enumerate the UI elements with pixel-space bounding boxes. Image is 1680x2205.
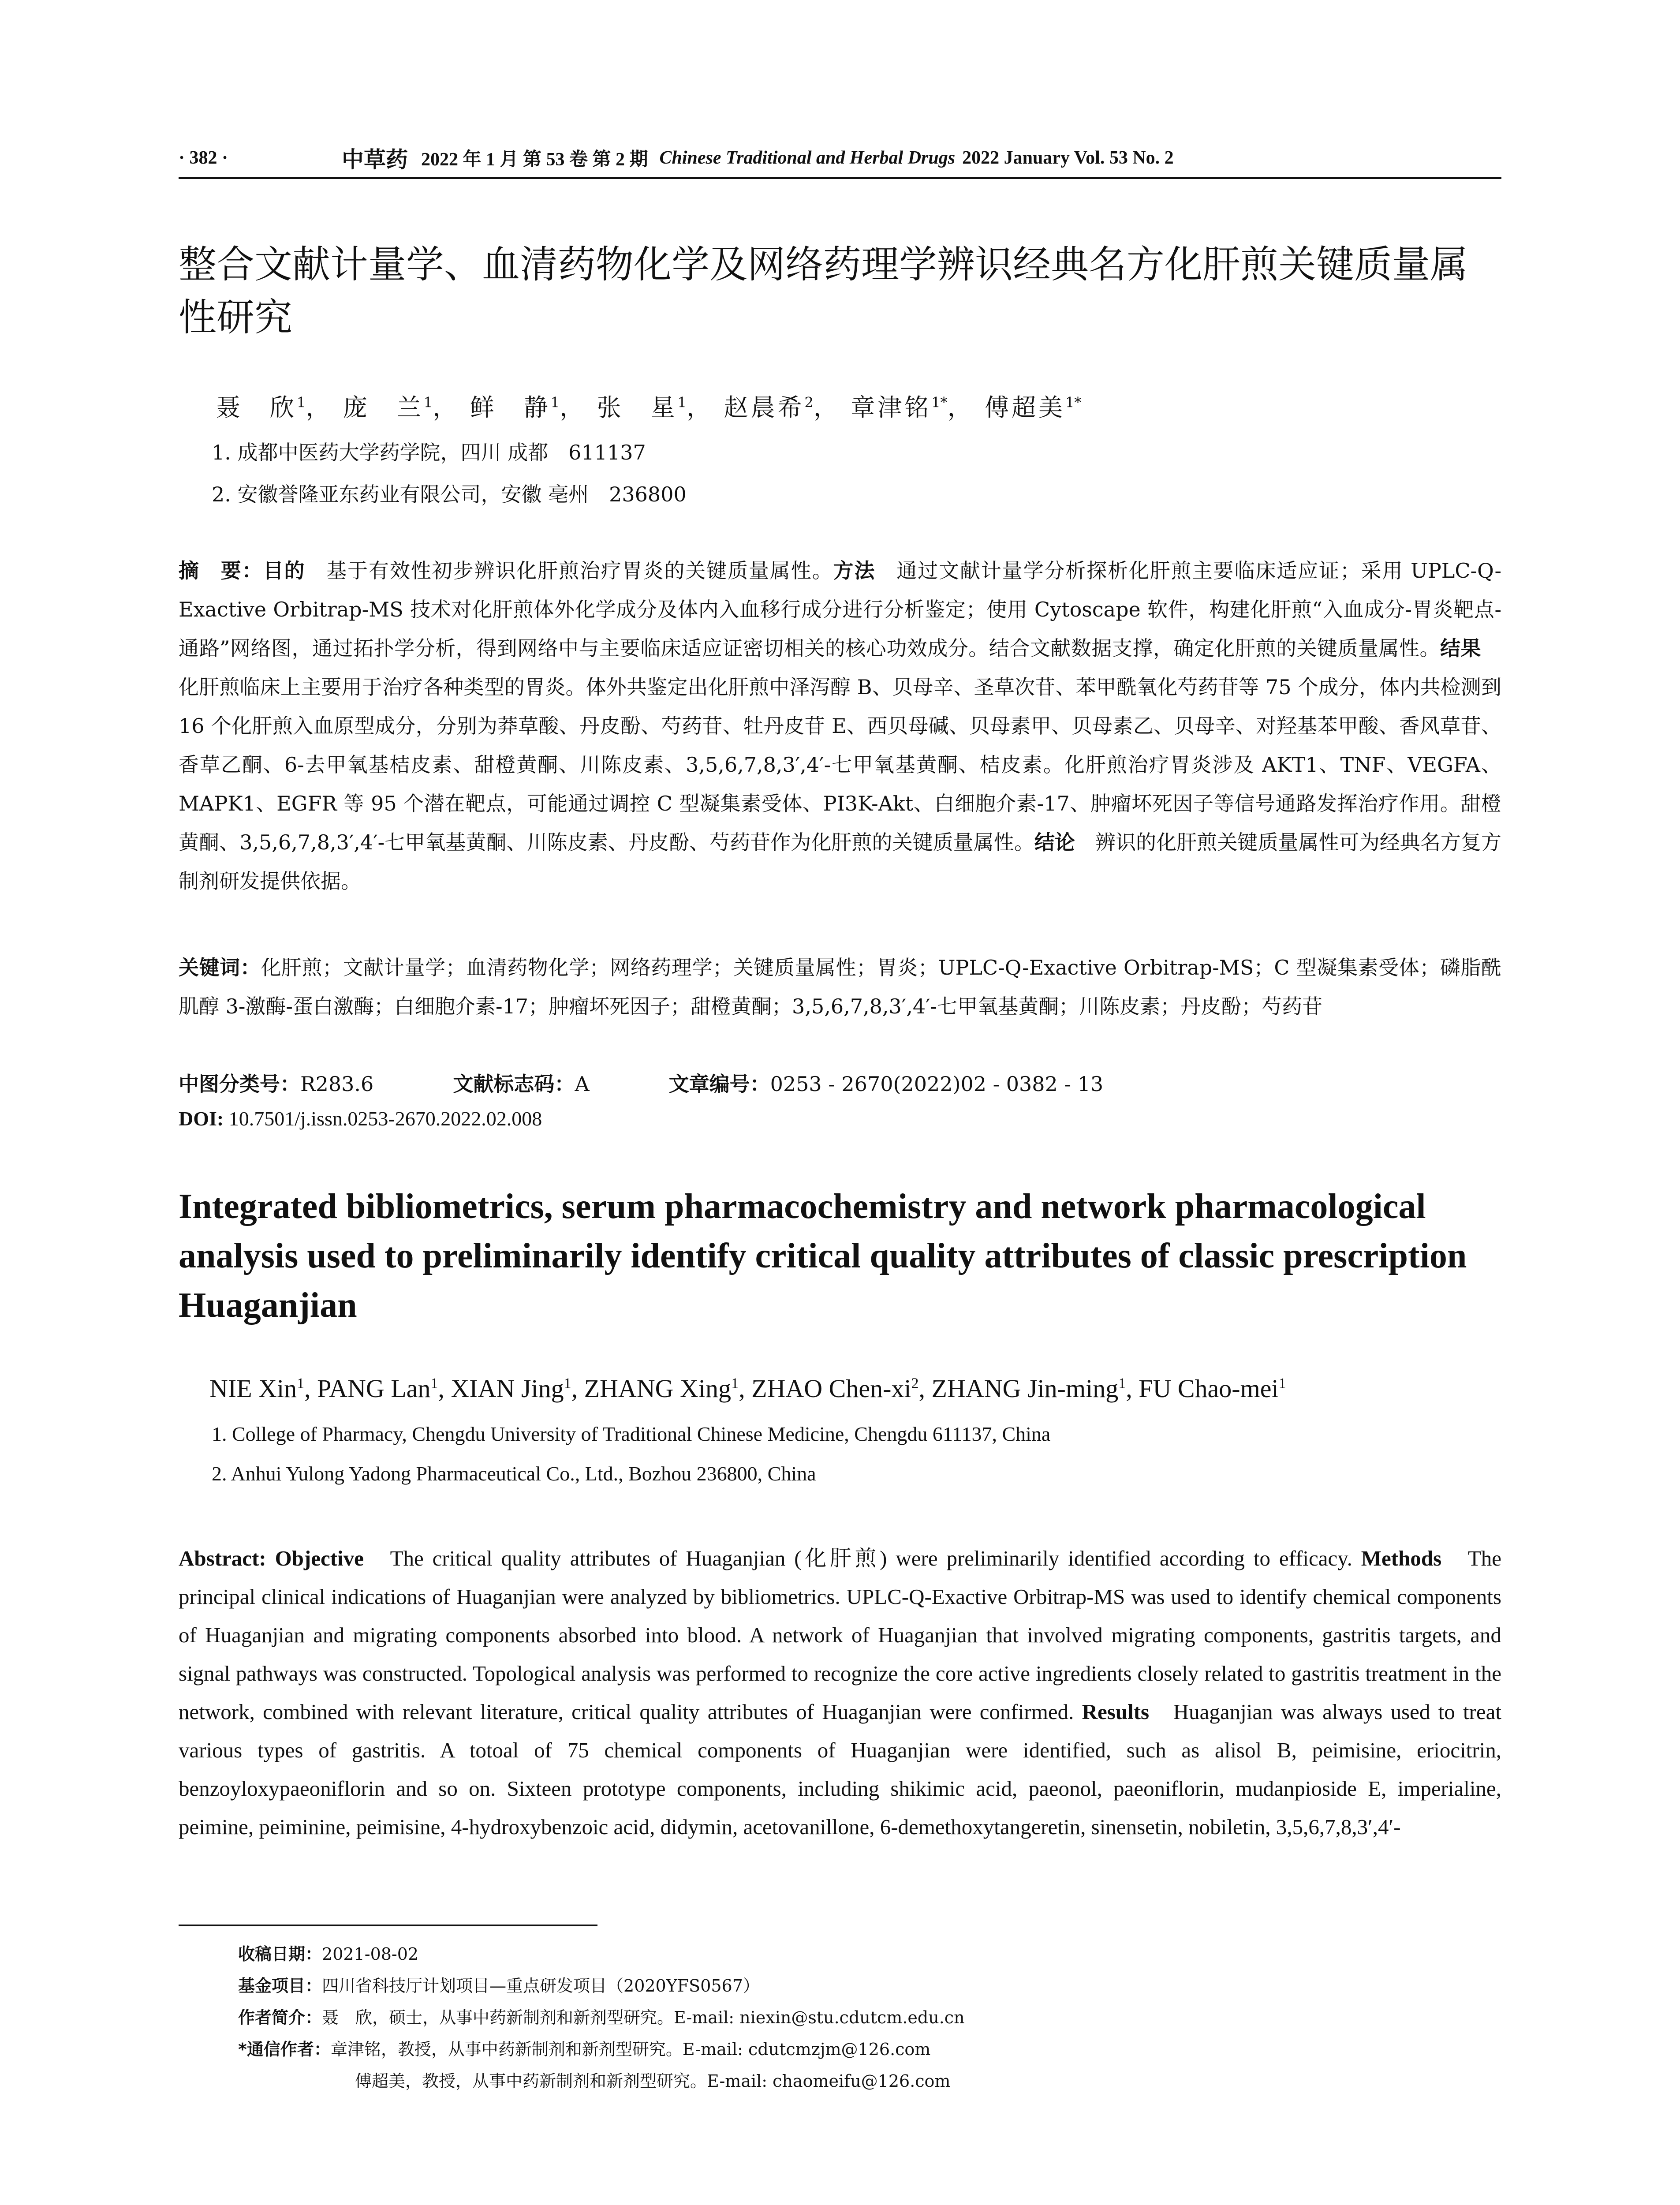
- author-sup: 2: [804, 394, 814, 411]
- page-number: · 382 ·: [179, 148, 228, 168]
- author-sup: 1: [297, 394, 306, 411]
- footnote-corr: [238, 2033, 965, 2065]
- affiliation-cn-2: 2. 安徽誉隆亚东药业有限公司，安徽 亳州 236800: [212, 482, 687, 506]
- footnote-rule: [179, 1925, 597, 1926]
- author-sup: 1: [677, 394, 687, 411]
- fund-label: 基金项目：: [238, 1976, 322, 1996]
- author-cn: 鲜 静: [470, 393, 551, 422]
- author-sup: 1: [430, 1375, 438, 1392]
- corr-text-1: 章津铭，教授，从事中药新制剂和新剂型研究。E-mail: cdutcmzjm@126.com: [330, 2040, 931, 2059]
- author-sup: 2: [911, 1375, 919, 1392]
- doi-line: [179, 1107, 542, 1130]
- author-cn: 章津铭: [851, 393, 932, 422]
- abstract-label-cn: 摘 要：: [179, 559, 263, 583]
- corr-label: *通信作者：: [238, 2040, 331, 2059]
- methods-label-cn: 方法: [833, 559, 876, 583]
- bio-text: 聂 欣，硕士，从事中药新制剂和新剂型研究。E-mail: niexin@stu.cdutcm.edu.cn: [322, 2008, 965, 2027]
- keywords-cn: [179, 948, 1501, 1026]
- conclusion-text-cn: 辨识的化肝煎关键质量属性可为经典名方复方制剂研发提供依据。: [179, 830, 1502, 893]
- author-sup: 1: [550, 394, 560, 411]
- author-en: XIAN Jing: [451, 1374, 564, 1403]
- author-en: ZHANG Xing: [584, 1374, 732, 1403]
- classification-line: [179, 1068, 1183, 1097]
- doi-value: 10.7501/j.issn.0253-2670.2022.02.008: [228, 1107, 542, 1130]
- author-cn: 庞 兰: [343, 393, 424, 422]
- author-cn: 张 星: [597, 393, 678, 422]
- clc-label: 中图分类号：: [179, 1072, 300, 1096]
- results-label-en: Results: [1082, 1700, 1150, 1724]
- results-text-cn: 化肝煎临床上主要用于治疗各种类型的胃炎。体外共鉴定出化肝煎中泽泻醇 B、贝母辛、圣草次苷、苯甲酰氧化芍药苷等 75 个成分，体内共检测到 16 个化肝煎入血原型成分，分别为莽草酸、丹皮酚、芍药苷、牡丹皮苷 E、西贝母碱、贝母素甲、贝母素乙、贝母辛、对羟基苯甲酸、香风草苷、香草乙酮、6-去甲氧基桔皮素、甜橙黄酮、川陈皮素、3,5,6,7,8,3′,4′-七甲氧基黄酮、桔皮素。化肝煎治疗胃炎涉及 AKT1、TNF、VEGFA、MAPK1、EGFR 等 95 个潜在靶点，可能通过调控 C 型凝集素受体、PI3K-Akt、白细胞介素-17、肿瘤坏死因子等信号通路发挥治疗作用。甜橙黄酮、3,5,6,7,8,3′,4′-七甲氧基黄酮、川陈皮素、丹皮酚、芍药苷作为化肝煎的关键质量属性。: [179, 675, 1501, 854]
- article-number-label: 文章编号：: [668, 1072, 770, 1096]
- author-en: PANG Lan: [317, 1374, 431, 1403]
- author-cn: 傅超美: [985, 393, 1066, 422]
- article-title-cn: 整合文献计量学、血清药物化学及网络药理学辨识经典名方化肝煎关键质量属性研究: [179, 243, 1468, 340]
- footnote-corr-2: [238, 2065, 965, 2097]
- issue-info-en: 2022 January Vol. 53 No. 2: [962, 148, 1174, 168]
- doc-code-value: A: [575, 1072, 590, 1096]
- abstract-en: [179, 1539, 1501, 1846]
- author-sup: 1: [1278, 1375, 1286, 1392]
- conclusion-label-cn: 结论: [1034, 830, 1075, 854]
- author-sup: 1: [423, 394, 433, 411]
- received-label: 收稿日期：: [238, 1944, 322, 1964]
- objective-text-en: The critical quality attributes of Huaganjian (化肝煎) were preliminarily identified according to efficacy.: [390, 1546, 1352, 1570]
- author-sup: 1: [731, 1375, 739, 1392]
- keywords-text-cn: 化肝煎；文献计量学；血清药物化学；网络药理学；关键质量属性；胃炎；UPLC-Q-Exactive Orbitrap-MS；C 型凝集素受体；磷脂酰肌醇 3-激酶-蛋白激酶；白细胞介素-17；肿瘤坏死因子；甜橙黄酮；3,5,6,7,8,3′,4′-七甲氧基黄酮；川陈皮素；丹皮酚；芍药苷: [179, 956, 1501, 1018]
- author-sup: 1*: [931, 394, 948, 411]
- results-text-en: Huaganjian was always used to treat various types of gastritis. A totoal of 75 chemical components of Huaganjian were identified, such as alisol B, peimisine, eriocitrin, benzoyloxypaeoniflorin and so on. Sixteen prototype components, including shikimic acid, paeonol, paeoniflorin, mudanpioside E, imperialine, peimine, peiminine, peimisine, 4-hydroxybenzoic acid, didymin, acetovanillone, 6-demethoxytangeretin, sinensetin, nobiletin, 3,5,6,7,8,3′,4′-: [179, 1700, 1502, 1839]
- methods-label-en: Methods: [1361, 1546, 1442, 1570]
- footnote-bio: [238, 2002, 965, 2033]
- issue-info-cn: 2022 年 1 月 第 53 卷 第 2 期: [421, 149, 648, 170]
- footnote-fund: [238, 1970, 965, 2002]
- results-label-cn: 结果: [1440, 636, 1481, 660]
- journal-name-en: Chinese Traditional and Herbal Drugs: [659, 148, 956, 168]
- doi-label: DOI:: [179, 1107, 224, 1130]
- author-sup: 1: [297, 1375, 305, 1392]
- abstract-label-en: Abstract:: [179, 1546, 266, 1570]
- objective-label-en: Objective: [275, 1546, 364, 1570]
- abstract-cn: [179, 551, 1501, 901]
- bio-label: 作者简介：: [238, 2008, 322, 2027]
- running-header: [179, 140, 1501, 176]
- author-sup: 1: [1118, 1375, 1126, 1392]
- journal-name-cn: 中草药: [342, 146, 408, 172]
- methods-text-cn: 通过文献计量学分析探析化肝煎主要临床适应证；采用 UPLC-Q-Exactive Orbitrap-MS 技术对化肝煎体外化学成分及体内入血移行成分进行分析鉴定；使用 Cytoscape 软件，构建化肝煎“入血成分-胃炎靶点-通路”网络图，通过拓扑学分析，得到网络中与主要临床适应证密切相关的核心功效成分。结合文献数据支撑，确定化肝煎的关键质量属性。: [179, 559, 1502, 660]
- header-rule: [179, 177, 1501, 179]
- objective-text-cn: 基于有效性初步辨识化肝煎治疗胃炎的关键质量属性。: [325, 559, 833, 583]
- footnote-received: [238, 1938, 965, 1970]
- author-cn: 赵晨希: [724, 393, 805, 422]
- author-en: FU Chao-mei: [1139, 1374, 1279, 1403]
- author-en: NIE Xin: [209, 1374, 297, 1403]
- corr-text-2: 傅超美，教授，从事中药新制剂和新剂型研究。E-mail: chaomeifu@126.com: [355, 2071, 951, 2091]
- author-en: ZHANG Jin-ming: [931, 1374, 1119, 1403]
- article-title-en: Integrated bibliometrics, serum pharmacochemistry and network pharmacological analysis used to preliminarily identify critical quality attributes of classic prescription Huaganjian: [179, 1187, 1467, 1325]
- affiliation-cn-1: 1. 成都中医药大学药学院，四川 成都 611137: [212, 441, 646, 464]
- clc-value: R283.6: [300, 1072, 374, 1096]
- author-sup: 1: [564, 1375, 571, 1392]
- footnotes: [238, 1938, 965, 2097]
- received-date: 2021-08-02: [322, 1944, 419, 1964]
- author-list-cn: 聂 欣$^1$， 庞 兰$^1$， 鲜 静$^1$， 张 星$^1$， 赵晨希$^2$， 章津铭$^{1*}$， 傅超美$^{1*}$: [216, 393, 1082, 422]
- methods-text-en: The principal clinical indications of Huaganjian were analyzed by bibliometrics. UPLC-Q-Exactive Orbitrap-MS was used to identify chemical components of Huaganjian and migrating components absorbed into blood. A network of Huaganjian that involved migrating components, gastritis targets, and signal pathways was constructed. Topological analysis was performed to recognize the core active ingredients closely related to gastritis treatment in the network, combined with relevant literature, critical quality attributes of Huaganjian were confirmed.: [179, 1546, 1502, 1724]
- affiliation-en-2: 2. Anhui Yulong Yadong Pharmaceutical Co., Ltd., Bozhou 236800, China: [212, 1462, 816, 1485]
- doc-code-label: 文献标志码：: [453, 1072, 575, 1096]
- author-sup: 1*: [1065, 394, 1082, 411]
- article-number-value: 0253 - 2670(2022)02 - 0382 - 13: [770, 1072, 1104, 1096]
- affiliation-en-1: 1. College of Pharmacy, Chengdu University of Traditional Chinese Medicine, Chengdu 611137, China: [212, 1423, 1051, 1445]
- author-cn: 聂 欣: [216, 393, 297, 422]
- objective-label-cn: 目的: [263, 559, 306, 583]
- author-list-en: NIE Xin$^1$, PANG Lan$^1$, XIAN Jing$^1$, ZHANG Xing$^1$, ZHAO Chen-$xi^2$, ZHANG Jin-ming$^1$, FU Chao-mei$^1$: [209, 1374, 1286, 1403]
- keywords-label-cn: 关键词：: [179, 956, 261, 979]
- author-en: ZHAO Chen-xi: [751, 1374, 911, 1403]
- fund-text: 四川省科技厅计划项目—重点研发项目（2020YFS0567）: [322, 1976, 760, 1996]
